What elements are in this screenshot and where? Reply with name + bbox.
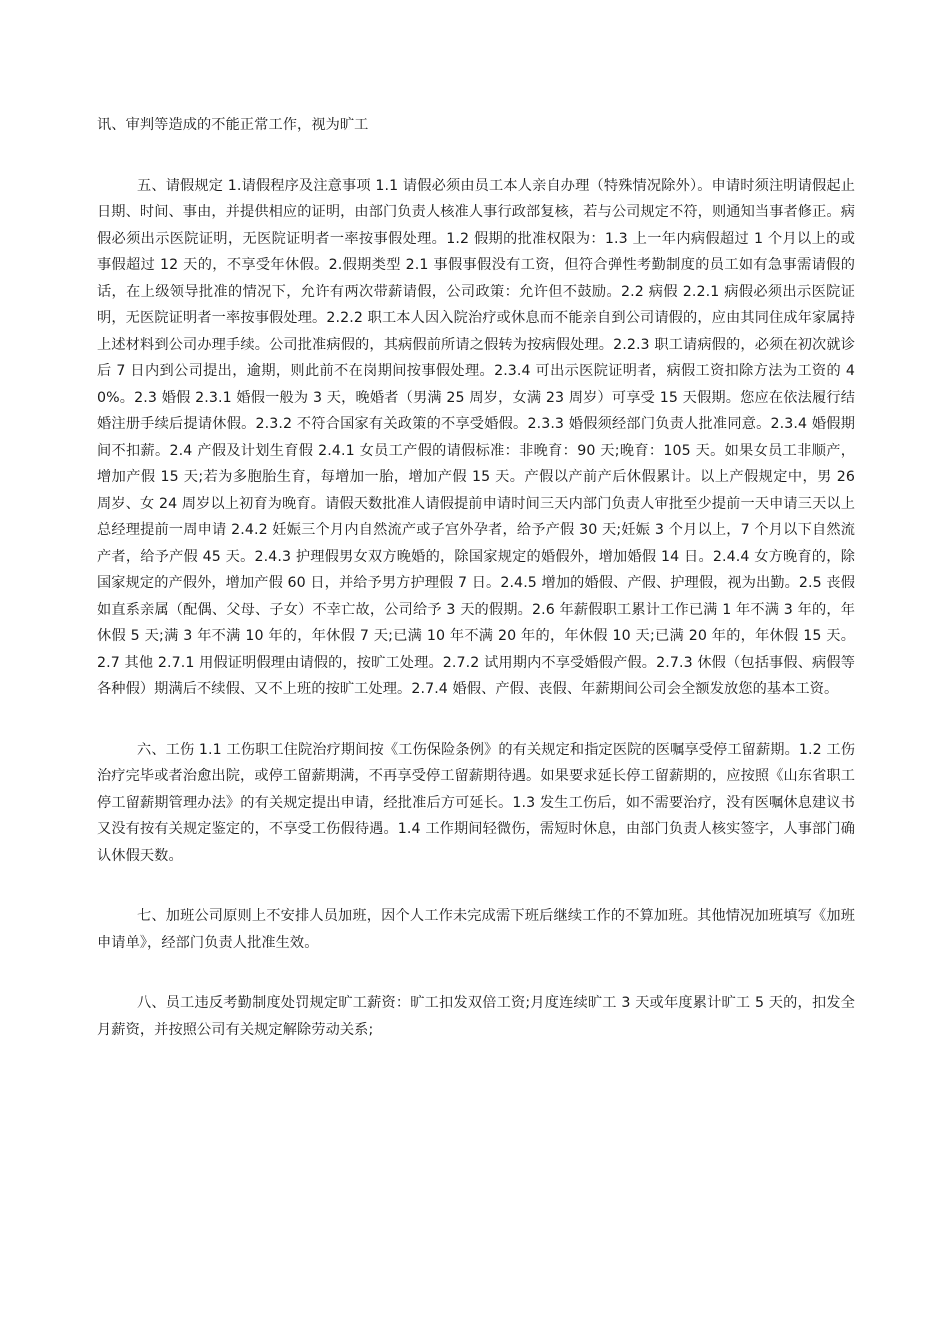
paragraph-continuation-absence: 讯、审判等造成的不能正常工作，视为旷工 [97,117,369,133]
paragraph-work-injury: 六、工伤 1.1 工伤职工住院治疗期间按《工伤保险条例》的有关规定和指定医院的医嘱享受停工留薪期。1.2 工伤治疗完毕或者治愈出院，或停工留薪期满，不再享受停工留薪期待遇。如果要求延长停工留薪期的，应按照《山东省职工停工留薪期管理办法》的有关规定提出申请，经批准后方可延长。1.3 发生工伤后，如不需要治疗，没有医嘱休息建议书又没有按有关规定鉴定的，不享受工伤假待遇。1.4 工作期间轻微伤，需短时休息，由部门负责人核实签字，人事部门确认休假天数。 [97,741,855,864]
paragraph-leave-rules: 五、请假规定 1.请假程序及注意事项 1.1 请假必须由员工本人亲自办理（特殊情况除外）。申请时须注明请假起止日期、时间、事由，并提供相应的证明，由部门负责人核准人事行政部复核，若与公司规定不符，则通知当事者修正。病假必须出示医院证明，无医院证明者一率按事假处理。1.2 假期的批准权限为：1.3 上一年内病假超过 1 个月以上的或事假超过 12 天的，不享受年休假。2.假期类型 2.1 事假事假没有工资，但符合弹性考勤制度的员工如有急事需请假的话，在上级领导批准的情况下，允许有两次带薪请假，公司政策：允许但不鼓励。2.2 病假 2.2.1 病假必须出示医院证明，无医院证明者一率按事假处理。2.2.2 职工本人因入院治疗或休息而不能亲自到公司请假的，应由其同住成年家属持上述材料到公司办理手续。公司批准病假的，其病假前所请之假转为按病假处理。2.2.3 职工请病假的，必须在初次就诊后 7 日内到公司提出，逾期，则此前不在岗期间按事假处理。2.3.4 可出示医院证明者，病假工资扣除方法为工资的 40%。2.3 婚假 2.3.1 婚假一般为 3 天，晚婚者（男满 25 周岁，女满 23 周岁）可享受 15 天假期。您应在依法履行结婚注册手续后提请休假。2.3.2 不符合国家有关政策的不享受婚假。2.3.3 婚假须经部门负责人批准同意。2.3.4 婚假期间不扣薪。2.4 产假及计划生育假 2.4.1 女员工产假的请假标准：非晚育：90 天;晚育：105 天。如果女员工非顺产，增加产假 15 天;若为多胞胎生育，每增加一胎，增加产假 15 天。产假以产前产后休假累计。以上产假规定中，男 26 周岁、女 24 周岁以上初育为晚育。请假天数批准人请假提前申请时间三天内部门负责人审批至少提前一天申请三天以上总经理提前一周申请 2.4.2 妊娠三个月内自然流产或子宫外孕者，给予产假 30 天;妊娠 3 个月以上，7 个月以下自然流产者，给予产假 45 天。2.4.3 护理假男女双方晚婚的，除国家规定的婚假外，增加婚假 14 日。2.4.4 女方晚育的，除国家规定的产假外，增加产假 60 日，并给予男方护理假 7 日。2.4.5 增加的婚假、产假、护理假，视为出勤。2.5 丧假如直系亲属（配偶、父母、子女）不幸亡故，公司给予 3 天的假期。2.6 年薪假职工累计工作已满 1 年不满 3 年的，年休假 5 天;满 3 年不满 10 年的，年休假 7 天;已满 10 年不满 20 年的，年休假 10 天;已满 20 年的，年休假 15 天。2.7 其他 2.7.1 用假证明假理由请假的，按旷工处理。2.7.2 试用期内不享受婚假产假。2.7.3 休假（包括事假、病假等各种假）期满后不续假、又不上班的按旷工处理。2.7.4 婚假、产假、丧假、年薪期间公司会全额发放您的基本工资。 [97,177,855,697]
paragraph-attendance-penalty: 八、员工违反考勤制度处罚规定旷工薪资：旷工扣发双倍工资;月度连续旷工 3 天或年度累计旷工 5 天的，扣发全月薪资，并按照公司有关规定解除劳动关系; [97,995,855,1038]
document-page [97,112,855,1043]
paragraph-overtime: 七、加班公司原则上不安排人员加班，因个人工作未完成需下班后继续工作的不算加班。其他情况加班填写《加班申请单》，经部门负责人批准生效。 [97,908,855,951]
